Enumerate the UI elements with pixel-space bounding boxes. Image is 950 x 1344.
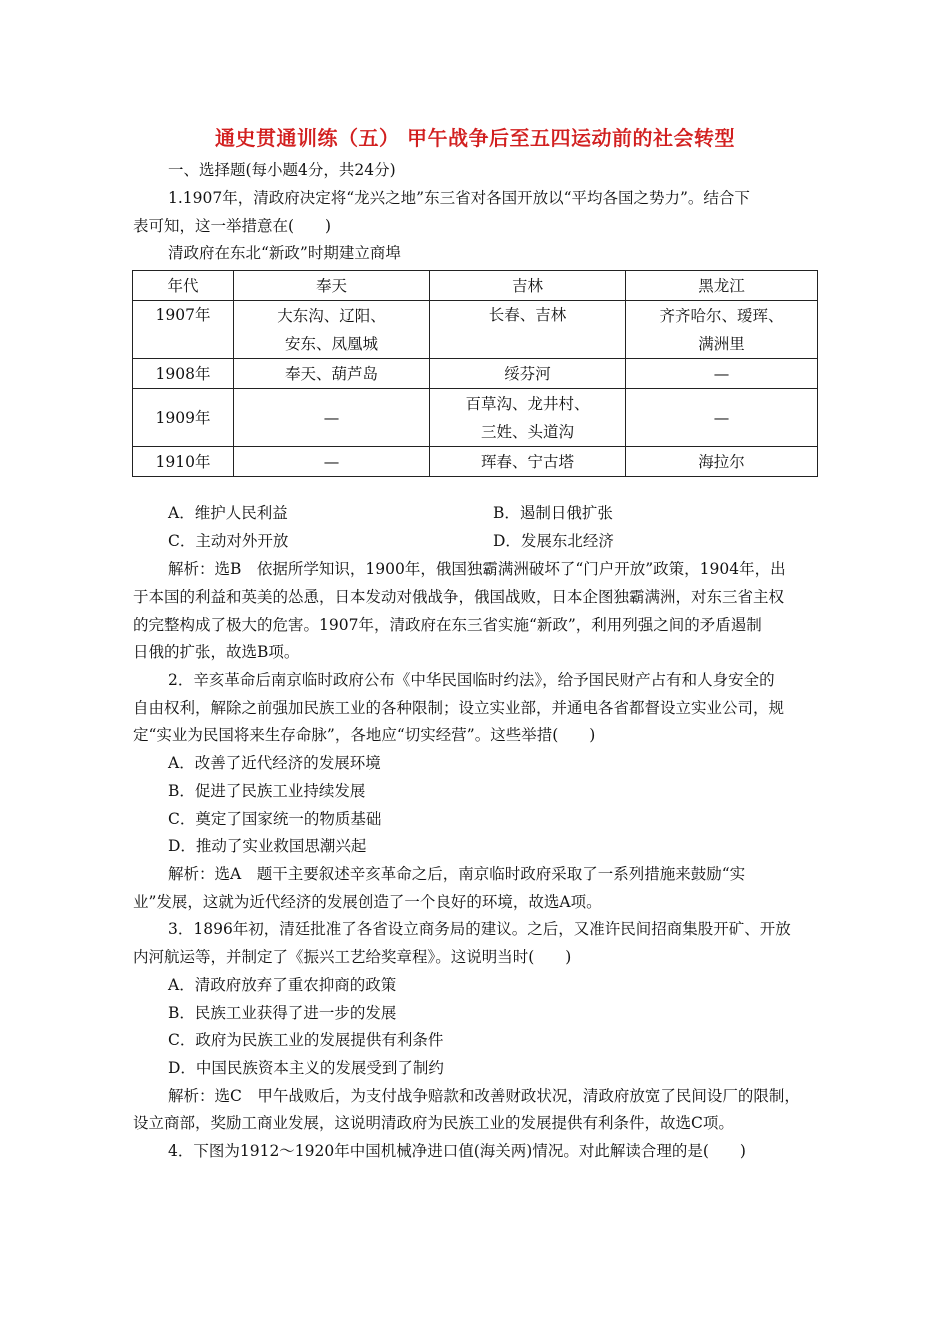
table-caption: 清政府在东北“新政”时期建立商埠 xyxy=(168,244,401,262)
table-cell: 珲春、宁古塔 xyxy=(430,447,626,477)
option-d: D．中国民族资本主义的发展受到了制约 xyxy=(168,1059,444,1077)
page-title: 通史贯通训练（五） 甲午战争后至五四运动前的社会转型 xyxy=(215,126,735,150)
q2-stem-line: 定“实业为民国将来生存命脉”，各地应“切实经营”。这些举措( ) xyxy=(133,726,596,744)
table-header-cell: 吉林 xyxy=(430,271,626,301)
q2-stem-line: 2．辛亥革命后南京临时政府公布《中华民国临时约法》，给予国民财产占有和人身安全的 xyxy=(168,671,775,689)
table-header-cell: 奉天 xyxy=(234,271,430,301)
q1-stem-line: 表可知，这一举措意在( ) xyxy=(133,217,332,235)
option-a: A．改善了近代经济的发展环境 xyxy=(168,754,381,772)
ports-table xyxy=(132,270,818,477)
analysis-line: 的完整构成了极大的危害。1907年，清政府在东三省实施“新政”，利用列强之间的矛盾遏制 xyxy=(133,616,762,634)
table-cell: 海拉尔 xyxy=(626,447,818,477)
analysis-line: 日俄的扩张，故选B项。 xyxy=(133,643,300,661)
analysis-line: 业”发展，这就为近代经济的发展创造了一个良好的环境，故选A项。 xyxy=(133,893,602,911)
cell-line: 满洲里 xyxy=(698,334,745,353)
table-cell-year: 1908年 xyxy=(133,359,234,389)
option-b: B．促进了民族工业持续发展 xyxy=(168,782,366,800)
cell-line: 三姓、头道沟 xyxy=(480,422,574,441)
table-cell: — xyxy=(626,359,818,389)
table-header-row xyxy=(133,271,818,301)
table-row xyxy=(133,359,818,389)
q3-stem-line: 3．1896年初，清廷批准了各省设立商务局的建议。之后，又准许民间招商集股开矿、开放 xyxy=(168,920,791,938)
table-header-cell: 年代 xyxy=(133,271,234,301)
analysis-line: 设立商部，奖励工商业发展，这说明清政府为民族工业的发展提供有利条件，故选C项。 xyxy=(133,1114,734,1132)
table-cell xyxy=(234,301,430,359)
table-cell: — xyxy=(234,447,430,477)
option-a: A．清政府放弃了重农抑商的政策 xyxy=(168,976,397,994)
cell-line: 安东、凤凰城 xyxy=(284,334,378,353)
table-cell-year: 1909年 xyxy=(133,389,234,447)
cell-line: 长春、吉林 xyxy=(488,306,567,324)
section-heading: 一、选择题(每小题4分，共24分) xyxy=(168,161,396,179)
option-d: D．推动了实业救国思潮兴起 xyxy=(168,837,367,855)
option-c: C．主动对外开放 xyxy=(168,532,289,550)
q2-stem-line: 自由权利，解除之前强加民族工业的各种限制；设立实业部，并通电各省都督设立实业公司，规 xyxy=(133,699,785,717)
table-row xyxy=(133,301,818,359)
option-c: C．政府为民族工业的发展提供有利条件 xyxy=(168,1031,444,1049)
cell-line: 百草沟、龙井村、 xyxy=(465,394,590,413)
q4-stem-line: 4．下图为1912～1920年中国机械净进口值(海关两)情况。对此解读合理的是( ) xyxy=(168,1142,746,1160)
cell-line: 大东沟、辽阳、 xyxy=(277,306,386,325)
table-cell xyxy=(430,389,626,447)
table-cell xyxy=(430,301,626,359)
analysis-line: 解析：选C 甲午战败后，为支付战争赔款和改善财政状况，清政府放宽了民间设厂的限制， xyxy=(168,1087,800,1105)
analysis-line: 解析：选A 题干主要叙述辛亥革命之后，南京临时政府采取了一系列措施来鼓励“实 xyxy=(168,865,746,883)
table-cell xyxy=(626,301,818,359)
table-cell: 奉天、葫芦岛 xyxy=(234,359,430,389)
analysis-line: 解析：选B 依据所学知识，1900年，俄国独霸满洲破坏了“门户开放”政策，1904年，出 xyxy=(168,560,786,578)
table-row xyxy=(133,389,818,447)
option-c: C．奠定了国家统一的物质基础 xyxy=(168,810,382,828)
option-a: A．维护人民利益 xyxy=(168,504,288,522)
table-cell-year: 1910年 xyxy=(133,447,234,477)
analysis-line: 于本国的利益和英美的怂恿，日本发动对俄战争，俄国战败，日本企图独霸满洲，对东三省主权 xyxy=(133,588,785,606)
q1-stem-line: 1.1907年，清政府决定将“龙兴之地”东三省对各国开放以“平均各国之势力”。结合下 xyxy=(168,189,750,207)
table-cell: — xyxy=(626,389,818,447)
option-b: B．遏制日俄扩张 xyxy=(493,504,613,522)
table-row xyxy=(133,447,818,477)
cell-line: 齐齐哈尔、瑷珲、 xyxy=(659,306,784,325)
table-cell: 绥芬河 xyxy=(430,359,626,389)
q3-stem-line: 内河航运等，并制定了《振兴工艺给奖章程》。这说明当时( ) xyxy=(133,948,572,966)
table-cell-year: 1907年 xyxy=(133,301,234,359)
table-cell: — xyxy=(234,389,430,447)
option-d: D．发展东北经济 xyxy=(493,532,614,550)
option-b: B．民族工业获得了进一步的发展 xyxy=(168,1004,397,1022)
table-header-cell: 黑龙江 xyxy=(626,271,818,301)
